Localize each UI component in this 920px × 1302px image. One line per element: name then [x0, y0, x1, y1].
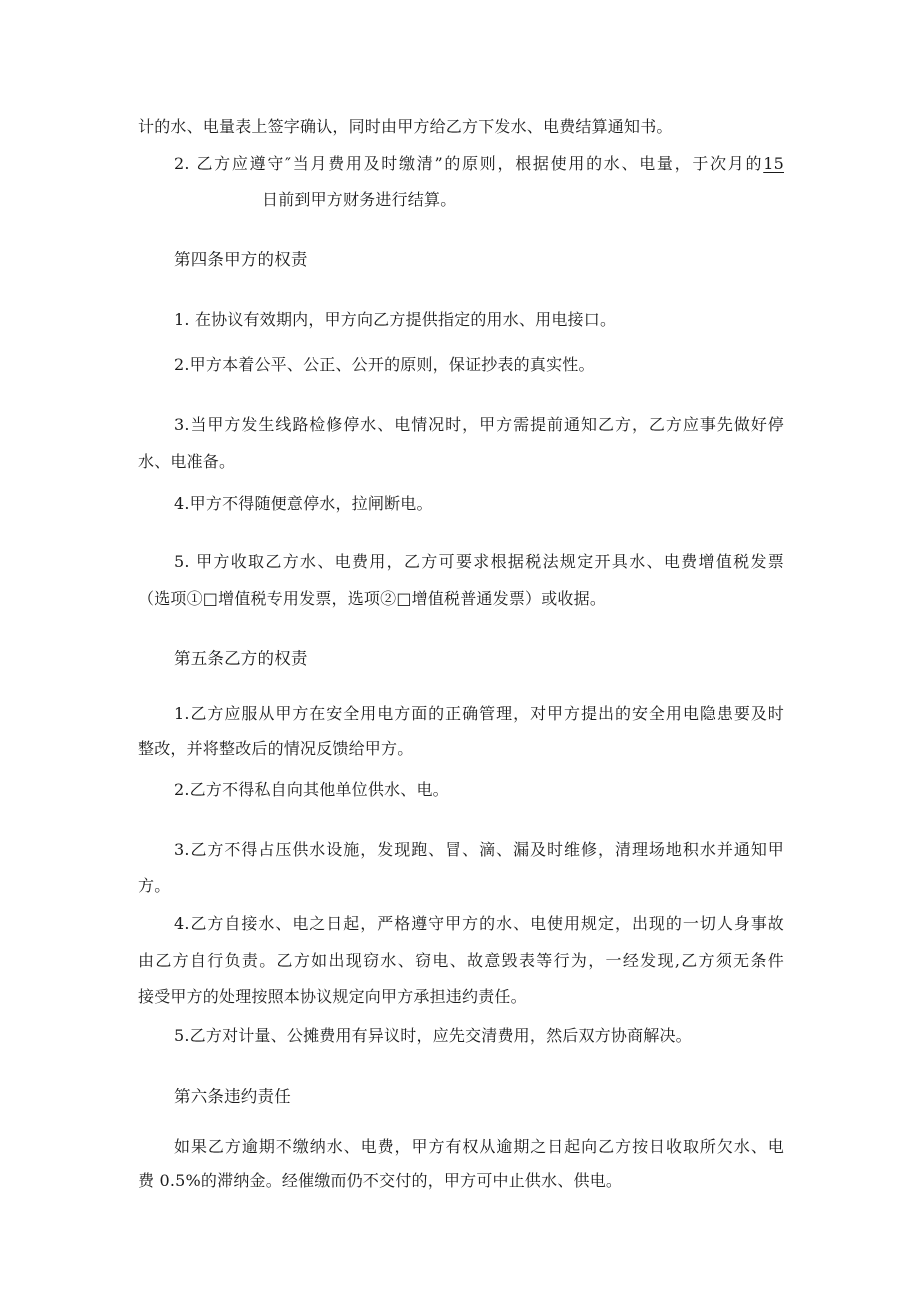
- clause5-item1-line2: 整改，并将整改后的情况反馈给甲方。: [138, 739, 414, 758]
- clause4-item3-line1: 3.当甲方发生线路检修停水、电情况时，甲方需提前通知乙方，乙方应事先做好停: [174, 415, 784, 434]
- clause6-para-line2: 费 0.5%的滞纳金。经催缴而仍不交付的，甲方可中止供水、供电。: [138, 1171, 623, 1190]
- clause3-item2-line2: 日前到甲方财务进行结算。: [262, 190, 457, 209]
- clause5-title: 第五条乙方的权责: [174, 649, 308, 668]
- clause4-title: 第四条甲方的权责: [174, 250, 308, 269]
- clause4-item1: 1. 在协议有效期内，甲方向乙方提供指定的用水、用电接口。: [174, 310, 617, 329]
- clause5-item3-line1: 3.乙方不得占压供水设施，发现跑、冒、滴、漏及时维修，清理场地积水并通知甲: [174, 840, 784, 859]
- clause5-item4-line3: 接受甲方的处理按照本协议规定向甲方承担违约责任。: [138, 987, 527, 1006]
- settlement-day: 15: [763, 154, 784, 173]
- clause4-item4: 4.甲方不得随便意停水，拉闸断电。: [174, 494, 433, 513]
- clause3-item2-text: 2. 乙方应遵守″当月费用及时缴清”的原则，根据使用的水、电量，于次月的: [174, 154, 764, 173]
- clause4-item5-line2: （选项①□增值税专用发票，选项②□增值税普通发票）或收据。: [138, 589, 607, 608]
- clause5-item5: 5.乙方对计量、公摊费用有异议时，应先交清费用，然后双方协商解决。: [174, 1026, 692, 1045]
- clause6-title: 第六条违约责任: [174, 1087, 291, 1106]
- clause4-item5-line1: 5. 甲方收取乙方水、电费用，乙方可要求根据税法规定开具水、电费增值税发票: [174, 552, 784, 571]
- clause3-continuation: 计的水、电量表上签字确认，同时由甲方给乙方下发水、电费结算通知书。: [138, 117, 673, 136]
- clause5-item4-line2: 由乙方自行负责。乙方如出现窃水、窃电、故意毁表等行为，一经发现,乙方须无条件: [138, 951, 784, 970]
- clause4-item2: 2.甲方本着公平、公正、公开的原则，保证抄表的真实性。: [174, 355, 595, 374]
- clause3-item2-line1: [174, 153, 784, 175]
- clause6-para-line1: 如果乙方逾期不缴纳水、电费，甲方有权从逾期之日起向乙方按日收取所欠水、电: [174, 1137, 784, 1156]
- clause5-item1-line1: 1.乙方应服从甲方在安全用电方面的正确管理，对甲方提出的安全用电隐患要及时: [174, 704, 784, 723]
- clause4-item3-line2: 水、电准备。: [138, 452, 236, 471]
- clause5-item3-line2: 方。: [138, 876, 171, 895]
- clause5-item4-line1: 4.乙方自接水、电之日起，严格遵守甲方的水、电使用规定，出现的一切人身事故: [174, 914, 784, 933]
- clause5-item2: 2.乙方不得私自向其他单位供水、电。: [174, 780, 449, 799]
